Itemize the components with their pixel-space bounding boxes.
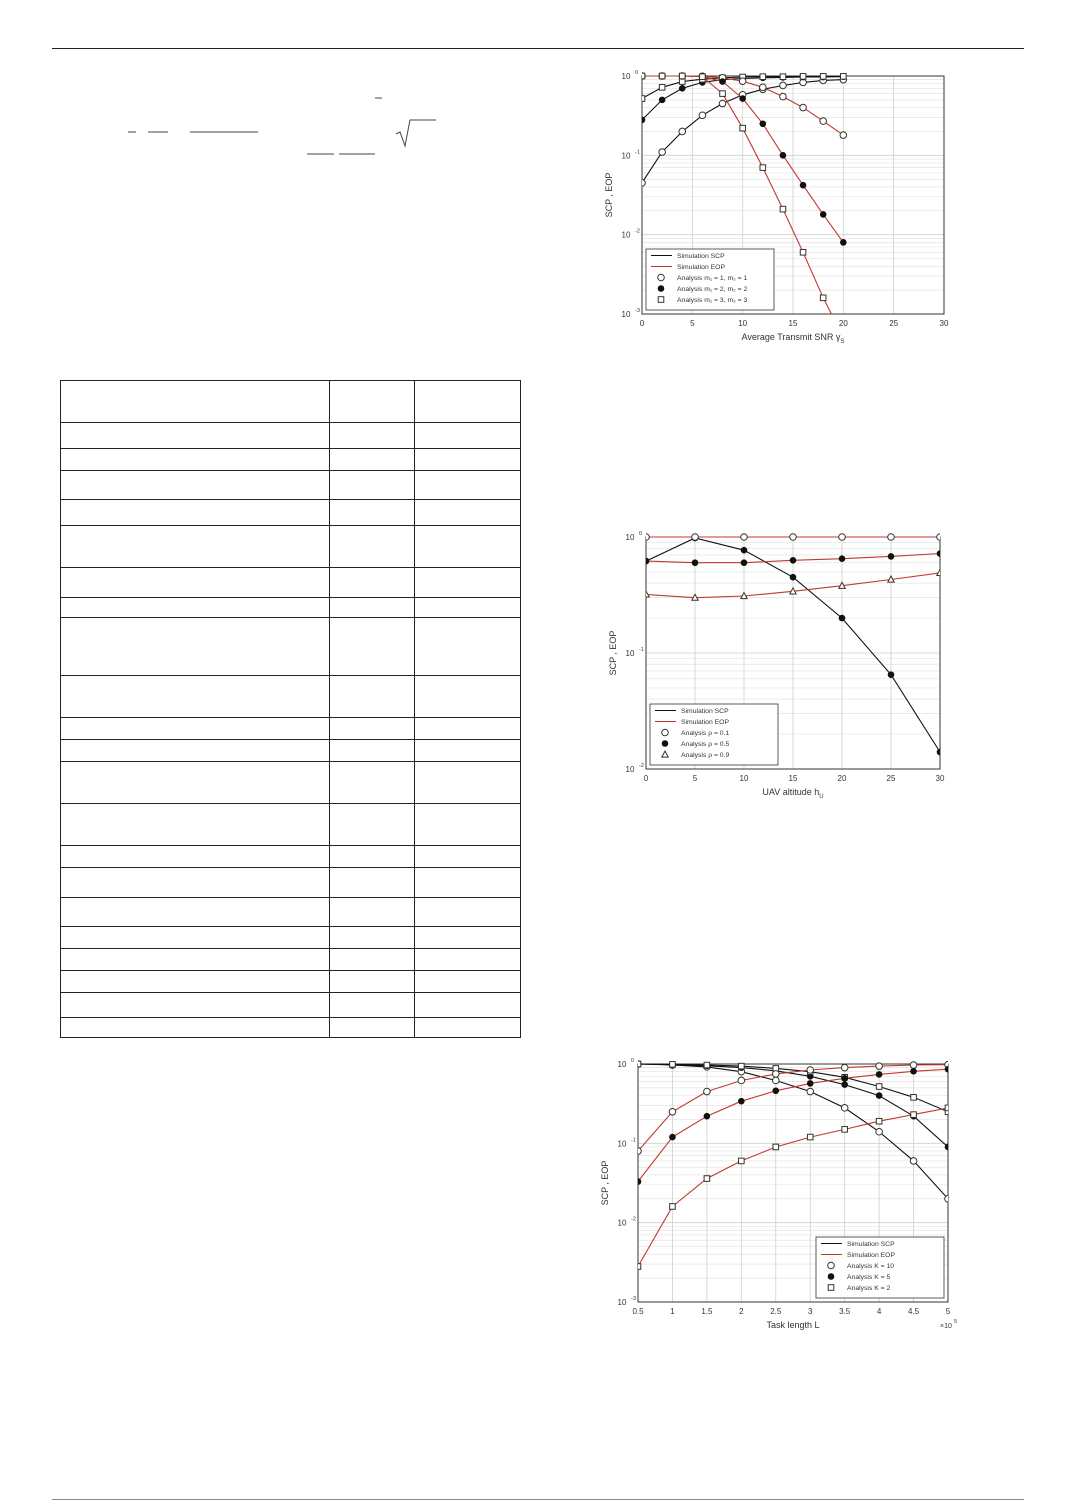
data-point-dot — [945, 1144, 951, 1150]
data-point-square — [842, 1127, 848, 1133]
table-row — [61, 993, 521, 1018]
x-tick-label: 4 — [876, 1307, 882, 1316]
table-cell — [414, 718, 520, 740]
legend-label: Simulation EOP — [681, 719, 729, 726]
data-point-square — [876, 1118, 882, 1124]
legend-label: Analysis K = 10 — [847, 1263, 895, 1270]
table-cell — [61, 846, 330, 868]
data-point-circle — [772, 1071, 779, 1078]
table-cell — [61, 471, 330, 500]
table-cell — [329, 927, 414, 949]
table-cell — [61, 949, 330, 971]
data-point-circle — [807, 1088, 814, 1095]
y-axis-label: SCP , EOP — [600, 1160, 610, 1206]
data-point-square — [760, 165, 766, 171]
legend-label: Analysis ρ = 0.5 — [681, 741, 730, 748]
x-axis-label-sub: S — [840, 339, 845, 345]
data-point-circle — [790, 534, 797, 541]
table-cell — [414, 471, 520, 500]
legend-marker — [662, 741, 668, 747]
table-cell — [61, 898, 330, 927]
parameter-table — [60, 380, 521, 1038]
data-point-square — [659, 85, 665, 91]
table-cell — [414, 676, 520, 718]
y-tick-exponent: -3 — [631, 1296, 636, 1302]
data-point-square — [679, 73, 685, 79]
data-point-dot — [773, 1088, 779, 1094]
data-point-circle — [820, 118, 827, 125]
data-point-square — [911, 1112, 917, 1118]
data-point-dot — [692, 560, 698, 566]
table-cell — [414, 381, 520, 423]
data-point-square — [635, 1264, 641, 1270]
legend-marker — [658, 286, 664, 292]
data-point-dot — [790, 557, 796, 563]
data-point-square — [704, 1176, 710, 1182]
table-cell — [61, 500, 330, 526]
y-tick-exponent: 0 — [635, 70, 639, 76]
table-cell — [414, 449, 520, 471]
legend-label: Analysis K = 2 — [847, 1285, 891, 1292]
data-point-dot — [739, 1098, 745, 1104]
data-point-square — [639, 96, 645, 102]
data-point-square — [670, 1062, 676, 1068]
x-tick-label: 10 — [739, 774, 749, 783]
y-tick-label: 10 — [617, 1139, 627, 1149]
table-row — [61, 898, 521, 927]
legend — [646, 249, 774, 310]
data-point-square — [639, 73, 645, 79]
data-point-square — [740, 125, 746, 131]
y-tick-exponent: -3 — [635, 308, 640, 314]
table-row — [61, 598, 521, 618]
data-point-circle — [739, 78, 746, 85]
data-point-circle — [841, 1064, 848, 1071]
data-point-dot — [842, 1082, 848, 1088]
data-point-dot — [876, 1093, 882, 1099]
data-point-square — [739, 1063, 745, 1069]
data-point-dot — [937, 749, 943, 755]
x-axis-label-sub: U — [819, 794, 824, 800]
data-point-square — [820, 295, 826, 301]
table-cell — [329, 804, 414, 846]
table-cell — [414, 971, 520, 993]
data-point-dot — [839, 615, 845, 621]
table-cell — [329, 526, 414, 568]
legend-label: Simulation SCP — [847, 1241, 895, 1248]
table-row — [61, 971, 521, 993]
data-point-dot — [741, 547, 747, 553]
y-tick-label: 10 — [617, 1298, 627, 1307]
table-cell — [329, 471, 414, 500]
table-row — [61, 449, 521, 471]
data-point-dot — [780, 153, 786, 159]
table-cell — [61, 526, 330, 568]
table-row — [61, 1018, 521, 1038]
legend-label: Analysis m₁ = 1, m₂ = 1 — [677, 275, 748, 282]
table-cell — [414, 993, 520, 1018]
table-row — [61, 500, 521, 526]
data-point-dot — [670, 1134, 676, 1140]
x-tick-label: 2 — [739, 1307, 744, 1316]
legend-label: Simulation EOP — [847, 1252, 895, 1259]
eop-curve — [638, 1065, 948, 1151]
data-point-square — [876, 1084, 882, 1090]
data-point-circle — [772, 1077, 779, 1084]
data-point-dot — [679, 85, 685, 91]
y-tick-exponent: 0 — [639, 531, 643, 537]
data-point-dot — [760, 121, 766, 127]
data-point-circle — [839, 534, 846, 541]
table-cell — [329, 740, 414, 762]
data-point-square — [700, 74, 706, 80]
data-point-circle — [669, 1108, 676, 1115]
data-point-dot — [945, 1066, 951, 1072]
legend — [650, 704, 778, 765]
data-point-dot — [704, 1113, 710, 1119]
data-point-dot — [790, 574, 796, 580]
data-point-dot — [807, 1081, 813, 1087]
data-point-circle — [741, 534, 748, 541]
data-point-circle — [780, 82, 787, 89]
figure-scp-eop-vs-snr — [600, 60, 970, 360]
legend-label: Analysis K = 5 — [847, 1274, 891, 1281]
table-cell — [329, 500, 414, 526]
data-point-dot — [888, 554, 894, 560]
legend-label: Simulation SCP — [677, 253, 725, 260]
table-cell — [414, 500, 520, 526]
x-tick-label: 25 — [886, 774, 896, 783]
data-point-circle — [760, 84, 767, 91]
table-cell — [61, 381, 330, 423]
data-point-square — [773, 1144, 779, 1150]
y-tick-label: 10 — [621, 310, 631, 319]
data-point-dot — [911, 1068, 917, 1074]
x-tick-label: 15 — [788, 774, 798, 783]
table-cell — [61, 927, 330, 949]
table-cell — [61, 618, 330, 676]
x-tick-label: 2.5 — [770, 1307, 782, 1316]
scp-curve — [638, 1064, 948, 1199]
legend-marker — [658, 274, 665, 281]
data-point-circle — [876, 1063, 883, 1070]
x-tick-label: 5 — [945, 1307, 951, 1316]
table-cell — [414, 949, 520, 971]
table-cell — [329, 993, 414, 1018]
data-point-square — [760, 74, 766, 80]
table-cell — [61, 449, 330, 471]
y-tick-exponent: 0 — [631, 1058, 635, 1064]
x-multiplier: ×10 — [940, 1323, 952, 1330]
data-point-square — [670, 1204, 676, 1210]
data-point-circle — [910, 1158, 917, 1165]
table-row — [61, 740, 521, 762]
data-point-dot — [643, 558, 649, 564]
data-point-dot — [876, 1072, 882, 1078]
x-tick-label: 10 — [738, 319, 748, 328]
table-cell — [414, 846, 520, 868]
x-tick-label: 30 — [935, 774, 945, 783]
data-point-square — [635, 1061, 641, 1067]
table-row — [61, 927, 521, 949]
table-cell — [329, 423, 414, 449]
table-cell — [414, 804, 520, 846]
x-tick-label: 1 — [670, 1307, 675, 1316]
y-tick-label: 10 — [621, 230, 631, 240]
figure-scp-eop-vs-altitude — [600, 525, 970, 815]
data-point-circle — [635, 1148, 642, 1155]
table-cell — [329, 618, 414, 676]
data-point-circle — [692, 534, 699, 541]
table-row — [61, 846, 521, 868]
legend-label: Analysis ρ = 0.1 — [681, 730, 730, 737]
table-row — [61, 423, 521, 449]
data-point-circle — [945, 1195, 952, 1202]
table-cell — [61, 804, 330, 846]
y-tick-exponent: -1 — [639, 647, 644, 653]
legend-marker — [828, 1262, 835, 1269]
data-point-circle — [738, 1077, 745, 1084]
table-cell — [61, 868, 330, 898]
x-axis-label: Task length L — [766, 1320, 820, 1330]
table-cell — [61, 971, 330, 993]
table-cell — [61, 740, 330, 762]
x-tick-label: 20 — [838, 319, 848, 328]
table-cell — [329, 898, 414, 927]
data-point-circle — [719, 100, 726, 107]
data-point-circle — [679, 128, 686, 135]
data-point-dot — [842, 1076, 848, 1082]
table-row — [61, 568, 521, 598]
data-point-square — [841, 74, 847, 80]
x-tick-label: 3.5 — [839, 1307, 851, 1316]
table-row — [61, 949, 521, 971]
table-row — [61, 526, 521, 568]
legend-label: Simulation SCP — [681, 708, 729, 715]
table-cell — [414, 1018, 520, 1038]
x-tick-label: 15 — [788, 319, 798, 328]
table-row — [61, 718, 521, 740]
x-tick-label: 0.5 — [632, 1307, 644, 1316]
data-point-dot — [820, 212, 826, 218]
data-point-dot — [800, 182, 806, 188]
data-point-square — [800, 74, 806, 80]
table-cell — [329, 949, 414, 971]
data-point-dot — [841, 240, 847, 246]
table-cell — [414, 618, 520, 676]
data-point-circle — [807, 1067, 814, 1074]
table-cell — [414, 526, 520, 568]
data-point-circle — [937, 534, 944, 541]
data-point-circle — [639, 180, 646, 187]
legend-label: Simulation EOP — [677, 264, 725, 271]
data-point-circle — [910, 1062, 917, 1069]
data-point-square — [780, 206, 786, 212]
data-point-dot — [839, 556, 845, 562]
x-tick-label: 30 — [939, 319, 949, 328]
table-cell — [329, 381, 414, 423]
table-row — [61, 804, 521, 846]
data-point-square — [911, 1095, 917, 1101]
data-point-dot — [741, 560, 747, 566]
table-cell — [329, 868, 414, 898]
data-point-dot — [740, 96, 746, 102]
legend-label: Analysis ρ = 0.9 — [681, 752, 730, 759]
legend-label: Analysis m₁ = 2, m₂ = 2 — [677, 286, 748, 293]
data-point-square — [820, 74, 826, 80]
table-cell — [329, 762, 414, 804]
legend — [816, 1237, 944, 1298]
data-point-square — [807, 1134, 813, 1140]
table-cell — [61, 993, 330, 1018]
x-tick-label: 5 — [692, 774, 698, 783]
table-cell — [414, 568, 520, 598]
legend-marker — [658, 297, 664, 303]
x-tick-label: 25 — [889, 319, 899, 328]
data-point-square — [720, 91, 726, 97]
legend-label: Analysis m₁ = 3, m₂ = 3 — [677, 297, 748, 304]
x-tick-label: 20 — [837, 774, 847, 783]
y-tick-exponent: -2 — [639, 763, 644, 769]
equation-fragment — [110, 82, 450, 162]
table-cell — [61, 1018, 330, 1038]
y-tick-label: 10 — [625, 533, 635, 542]
data-point-circle — [800, 104, 807, 111]
y-tick-label: 10 — [625, 649, 635, 658]
table-cell — [414, 423, 520, 449]
table-cell — [61, 762, 330, 804]
x-axis-label: Average Transmit SNR $\gamma_S$ — [741, 332, 845, 345]
x-tick-label: 1.5 — [701, 1307, 713, 1316]
table-row — [61, 762, 521, 804]
y-tick-label: 10 — [621, 72, 631, 81]
data-point-dot — [659, 97, 665, 103]
table-cell — [61, 718, 330, 740]
footer-rule — [52, 1499, 1024, 1500]
legend-marker — [828, 1274, 834, 1280]
data-point-square — [739, 1158, 745, 1164]
data-point-circle — [704, 1088, 711, 1095]
table-cell — [329, 718, 414, 740]
table-cell — [329, 449, 414, 471]
table-row — [61, 868, 521, 898]
table-cell — [61, 676, 330, 718]
data-point-dot — [888, 672, 894, 678]
table-cell — [329, 598, 414, 618]
table-cell — [329, 846, 414, 868]
data-point-dot — [720, 79, 726, 85]
header-rule — [52, 48, 1024, 49]
data-point-circle — [643, 534, 650, 541]
data-point-circle — [841, 1105, 848, 1112]
table-cell — [414, 868, 520, 898]
data-point-square — [800, 249, 806, 255]
legend-marker — [662, 729, 669, 736]
data-point-circle — [659, 149, 666, 156]
data-point-circle — [888, 534, 895, 541]
data-point-dot — [639, 117, 645, 123]
data-point-square — [659, 73, 665, 79]
data-point-circle — [699, 112, 706, 119]
y-tick-exponent: -2 — [631, 1216, 636, 1223]
data-point-circle — [840, 132, 847, 139]
y-tick-exponent: -1 — [631, 1137, 636, 1144]
table-cell — [329, 568, 414, 598]
x-multiplier-exponent: 5 — [954, 1319, 958, 1325]
x-tick-label: 3 — [807, 1307, 813, 1316]
y-axis-label: SCP , EOP — [608, 630, 618, 676]
data-point-square — [704, 1062, 710, 1068]
data-point-triangle — [937, 570, 943, 576]
y-tick-exponent: -2 — [635, 228, 640, 235]
y-tick-exponent: -1 — [635, 149, 640, 156]
table-row — [61, 676, 521, 718]
table-cell — [414, 740, 520, 762]
x-tick-label: 0 — [639, 319, 645, 328]
x-tick-label: 5 — [690, 319, 695, 328]
y-tick-label: 10 — [625, 765, 635, 774]
legend-marker — [828, 1285, 834, 1291]
data-point-dot — [635, 1179, 641, 1185]
y-tick-label: 10 — [617, 1060, 627, 1069]
table-row — [61, 471, 521, 500]
table-cell — [329, 676, 414, 718]
data-point-dot — [937, 551, 943, 557]
table-cell — [329, 971, 414, 993]
y-tick-label: 10 — [621, 151, 631, 161]
data-point-square — [780, 74, 786, 80]
table-cell — [61, 423, 330, 449]
table-cell — [61, 568, 330, 598]
data-point-square — [945, 1105, 951, 1111]
x-tick-label: 4.5 — [907, 1307, 920, 1316]
table-cell — [414, 927, 520, 949]
table-cell — [414, 598, 520, 618]
data-point-circle — [876, 1128, 883, 1135]
table-cell — [329, 1018, 414, 1038]
table-row — [61, 381, 521, 423]
data-point-circle — [780, 93, 787, 100]
x-axis-label: UAV altitude $h_U$ — [762, 787, 824, 800]
figure-scp-eop-vs-task-length — [590, 1052, 970, 1352]
table-row — [61, 618, 521, 676]
y-tick-label: 10 — [617, 1218, 627, 1228]
x-tick-label: 0 — [643, 774, 649, 783]
table-cell — [414, 762, 520, 804]
table-cell — [414, 898, 520, 927]
y-axis-label: SCP , EOP — [604, 172, 614, 218]
table-cell — [61, 598, 330, 618]
